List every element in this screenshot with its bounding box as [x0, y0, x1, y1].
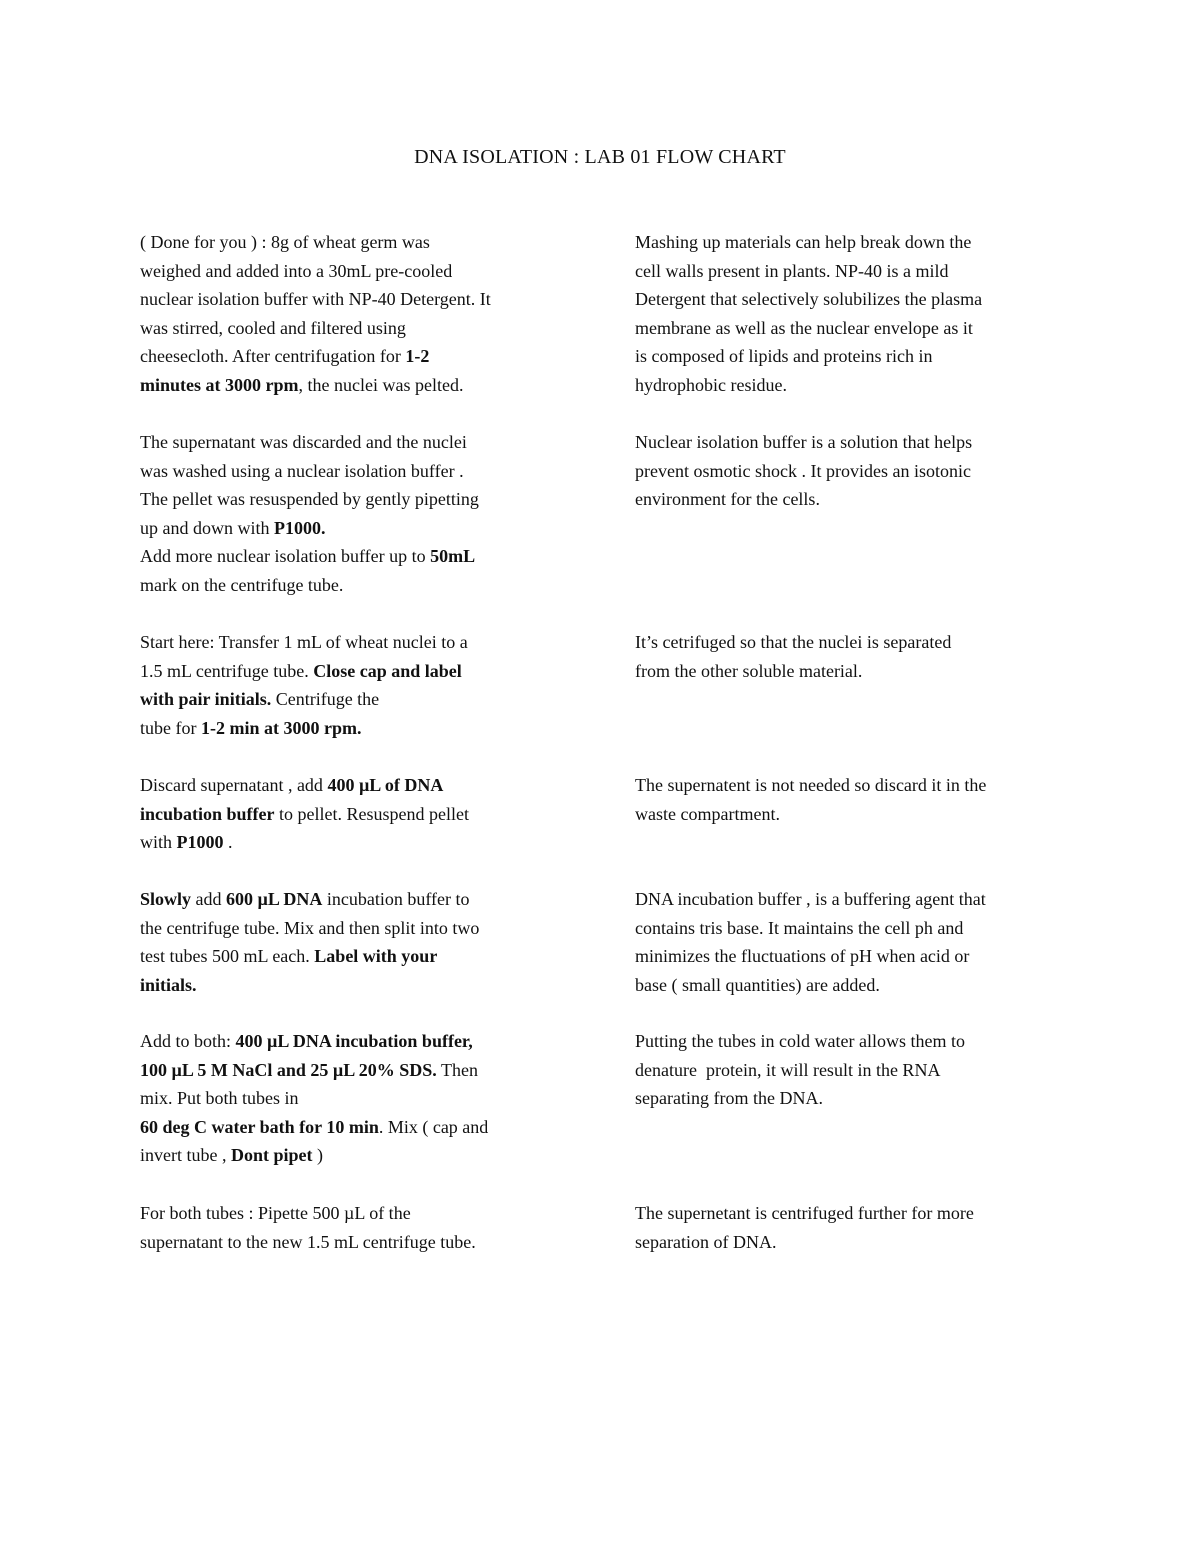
- procedure-line: [140, 514, 580, 543]
- explanation-paragraph: [635, 885, 1075, 999]
- explanation-line: Nuclear isolation buffer is a solution that helps: [635, 432, 973, 452]
- explanation-line: cell walls present in plants. NP-40 is a mild: [635, 260, 949, 281]
- procedure-line: [140, 1027, 580, 1056]
- bold-text: 1-2: [405, 346, 430, 367]
- explanation-line: base ( small quantities) are added.: [635, 974, 880, 995]
- bold-text: Label with your: [314, 946, 438, 967]
- procedure-line: [140, 428, 580, 457]
- text: .: [223, 832, 233, 853]
- explanation-line: separation of DNA.: [635, 1231, 777, 1252]
- text: tube for: [140, 717, 201, 738]
- bold-text: 600 µL DNA: [226, 889, 323, 909]
- procedure-line: [140, 657, 580, 686]
- text: supernatant to the new 1.5 mL centrifuge tube.: [140, 1231, 476, 1252]
- text: invert tube ,: [140, 1145, 231, 1166]
- explanation-line: from the other soluble material.: [635, 660, 863, 681]
- explanation-line: contains tris base. It maintains the cell ph and: [635, 917, 964, 938]
- procedure-line: [140, 285, 580, 314]
- text: ): [312, 1145, 323, 1166]
- bold-text: minutes at 3000 rpm: [140, 374, 299, 395]
- procedure-line: [140, 571, 580, 600]
- bold-text: P1000.: [274, 517, 326, 538]
- procedure-line: [140, 771, 580, 800]
- explanation-line: is composed of lipids and proteins rich in: [635, 346, 933, 367]
- explanation-paragraph: [635, 228, 1075, 400]
- text: mix. Put both tubes in: [140, 1088, 299, 1109]
- procedure-step: [140, 428, 580, 600]
- procedure-line: [140, 885, 580, 914]
- explanation-line: The supernatent is not needed so discard it in the: [635, 775, 987, 795]
- text: up and down with: [140, 517, 274, 538]
- procedure-step: [140, 628, 580, 742]
- procedure-line: [140, 1084, 580, 1113]
- bold-text: Close cap and label: [313, 660, 462, 681]
- explanation-line: prevent osmotic shock . It provides an isotonic: [635, 460, 971, 481]
- procedure-line: [140, 971, 580, 1000]
- procedure-line: [140, 1199, 580, 1228]
- procedure-line: [140, 914, 580, 943]
- text: Add more nuclear isolation buffer up to: [140, 546, 431, 567]
- bold-text: 400 µL of DNA: [327, 775, 444, 795]
- text: Discard supernatant , add: [140, 775, 328, 795]
- text: Centrifuge the: [271, 689, 380, 710]
- procedure-line: [140, 628, 580, 657]
- explanation-line: DNA incubation buffer , is a buffering agent that: [635, 889, 986, 909]
- text: The pellet was resuspended by gently pipetting: [140, 489, 479, 510]
- bold-text: with pair initials.: [140, 689, 272, 710]
- bold-text: 60 deg C water bath for 10 min: [140, 1116, 379, 1137]
- text: For both tubes : Pipette 500 µL of the: [140, 1203, 411, 1223]
- explanation-line: membrane as well as the nuclear envelope as it: [635, 317, 973, 338]
- text: weighed and added into a 30mL pre-cooled: [140, 260, 453, 281]
- text: 1.5 mL centrifuge tube.: [140, 660, 314, 681]
- explanation-line: separating from the DNA.: [635, 1088, 823, 1109]
- explanation-line: It’s cetrifuged so that the nuclei is separated: [635, 632, 952, 652]
- explanation-paragraph: [635, 771, 1075, 828]
- explanation-paragraph: [635, 428, 1075, 514]
- explanation-line: environment for the cells.: [635, 489, 820, 510]
- explanation-line: denature protein, it will result in the RNA: [635, 1059, 941, 1080]
- text: mark on the centrifuge tube.: [140, 574, 344, 595]
- procedure-line: [140, 828, 580, 857]
- text: ( Done for you ) : 8g of wheat germ was: [140, 232, 430, 252]
- procedure-line: [140, 314, 580, 343]
- explanation-paragraph: [635, 1199, 1075, 1256]
- explanation-line: The supernetant is centrifuged further for more: [635, 1203, 974, 1223]
- procedure-line: [140, 1141, 580, 1170]
- procedure-line: [140, 457, 580, 486]
- text: Then: [436, 1059, 478, 1080]
- procedure-line: [140, 942, 580, 971]
- text: test tubes 500 mL each.: [140, 946, 315, 967]
- explanation-paragraph: [635, 628, 1075, 685]
- bold-text: 50mL: [430, 546, 476, 567]
- text: , the nuclei was pelted.: [298, 374, 464, 395]
- procedure-step: [140, 1199, 580, 1256]
- text: the centrifuge tube. Mix and then split into two: [140, 917, 480, 938]
- procedure-step: [140, 228, 580, 400]
- explanation-line: Putting the tubes in cold water allows them to: [635, 1031, 965, 1051]
- procedure-step: [140, 885, 580, 999]
- procedure-step: [140, 1027, 580, 1170]
- text: . Mix ( cap and: [378, 1116, 489, 1137]
- procedure-line: [140, 1113, 580, 1142]
- text: Start here: Transfer 1 mL of wheat nuclei to a: [140, 632, 468, 652]
- bold-text: Dont pipet: [230, 1145, 313, 1166]
- explanation-line: waste compartment.: [635, 803, 780, 824]
- bold-text: 400 µL DNA incubation buffer,: [235, 1031, 473, 1051]
- text: add: [191, 889, 227, 909]
- explanation-paragraph: [635, 1027, 1075, 1113]
- text: The supernatant was discarded and the nuclei: [140, 432, 467, 452]
- procedure-line: [140, 800, 580, 829]
- text: was washed using a nuclear isolation buffer .: [140, 460, 464, 481]
- bold-text: 1-2 min at 3000 rpm.: [200, 717, 362, 738]
- text: to pellet. Resuspend pellet: [274, 803, 469, 824]
- explanation-line: Mashing up materials can help break down the: [635, 232, 972, 252]
- procedure-line: [140, 1056, 580, 1085]
- procedure-line: [140, 228, 580, 257]
- bold-text: Slowly: [140, 889, 192, 909]
- bold-text: P1000: [176, 832, 224, 853]
- procedure-line: [140, 371, 580, 400]
- text: was stirred, cooled and filtered using: [140, 317, 406, 338]
- procedure-line: [140, 1228, 580, 1257]
- bold-text: initials.: [140, 974, 197, 995]
- procedure-line: [140, 714, 580, 743]
- text: incubation buffer to: [322, 889, 470, 909]
- explanation-line: hydrophobic residue.: [635, 374, 787, 395]
- text: cheesecloth. After centrifugation for: [140, 346, 406, 367]
- explanation-line: Detergent that selectively solubilizes the plasma: [635, 289, 983, 310]
- text: Add to both:: [140, 1031, 236, 1051]
- procedure-line: [140, 685, 580, 714]
- bold-text: 100 µL 5 M NaCl and 25 µL 20% SDS.: [140, 1059, 437, 1080]
- procedure-line: [140, 485, 580, 514]
- text: nuclear isolation buffer with NP-40 Detergent. It: [140, 289, 491, 310]
- procedure-step: [140, 771, 580, 857]
- text: with: [140, 832, 177, 853]
- procedure-line: [140, 257, 580, 286]
- page-title: DNA ISOLATION : LAB 01 FLOW CHART: [414, 146, 786, 168]
- explanation-line: minimizes the fluctuations of pH when acid or: [635, 946, 970, 967]
- bold-text: incubation buffer: [140, 803, 275, 824]
- procedure-line: [140, 542, 580, 571]
- procedure-line: [140, 342, 580, 371]
